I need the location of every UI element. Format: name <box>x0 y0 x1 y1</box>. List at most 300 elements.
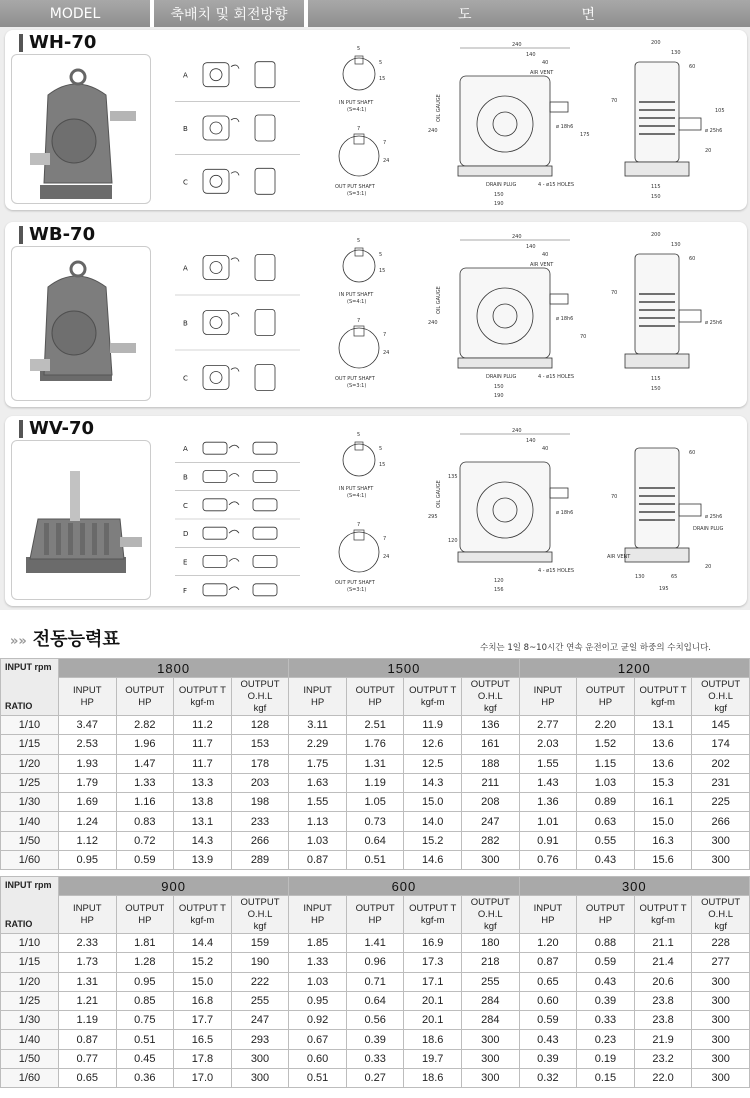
rotation-arrow-icon <box>229 474 239 477</box>
keyway <box>355 442 363 450</box>
title-bar <box>19 420 23 438</box>
value-cell: 0.32 <box>519 1069 577 1088</box>
side-dim-d25: ø 25h6 <box>705 128 723 134</box>
value-cell: 0.87 <box>58 1030 116 1049</box>
dim-70: 70 <box>580 334 587 340</box>
column-header <box>289 678 347 716</box>
value-cell: 13.1 <box>634 716 692 735</box>
value-cell: 1.33 <box>289 953 347 972</box>
value-cell: 159 <box>231 934 289 953</box>
column-header-line1: OUTPUT T <box>639 902 687 914</box>
cooling-fin <box>44 523 49 555</box>
side-dim-w200: 200 <box>651 232 661 238</box>
column-header-line2: kgf-m <box>420 696 445 708</box>
input-shaft-ratio: (S=4:1) <box>347 299 367 305</box>
value-cell: 0.55 <box>577 831 635 850</box>
housing-outline <box>460 268 550 358</box>
output-shaft-drawing <box>679 504 701 516</box>
capacity-table <box>0 876 750 1088</box>
side-housing <box>635 448 679 548</box>
dim-key-width: 7 <box>357 126 361 132</box>
dim-height: 295 <box>428 514 438 520</box>
value-cell: 13.8 <box>174 793 232 812</box>
value-cell: 14.6 <box>404 851 462 870</box>
cooling-fin <box>92 523 97 555</box>
column-header-line2: HP <box>138 696 152 708</box>
rpm-header: 1800 <box>58 659 288 678</box>
header-drawing <box>308 0 750 27</box>
value-cell: 20.1 <box>404 991 462 1010</box>
rotation-arrow-icon <box>229 445 239 448</box>
front-view-icon <box>203 471 227 483</box>
position-label: E <box>183 558 188 567</box>
value-cell: 300 <box>462 1030 520 1049</box>
column-header <box>519 896 577 934</box>
base-plate <box>458 166 552 176</box>
value-cell: 1.19 <box>346 773 404 792</box>
value-cell: 0.77 <box>58 1049 116 1068</box>
column-header-line2: kgf-m <box>420 914 445 926</box>
front-view-icon <box>203 499 227 511</box>
value-cell: 1.85 <box>289 934 347 953</box>
rotation-arrow-icon <box>229 502 239 505</box>
side-dim-drain: DRAIN PLUG <box>693 526 724 532</box>
value-cell: 300 <box>692 851 750 870</box>
value-cell: 300 <box>462 1069 520 1088</box>
input-rpm-label: INPUT rpm <box>5 880 52 890</box>
value-cell: 218 <box>462 953 520 972</box>
value-cell: 1.55 <box>289 793 347 812</box>
value-cell: 255 <box>462 972 520 991</box>
column-header <box>692 896 750 934</box>
value-cell: 14.0 <box>404 812 462 831</box>
value-cell: 0.89 <box>577 793 635 812</box>
value-cell: 0.95 <box>58 851 116 870</box>
output-shaft-image <box>70 471 80 521</box>
header-drawing-b: 면 <box>581 6 596 23</box>
value-cell: 16.3 <box>634 831 692 850</box>
input-shaft-section <box>343 250 375 282</box>
rotation-arrow-icon <box>231 368 239 372</box>
column-header-line1: OUTPUT <box>355 902 395 914</box>
ratio-cell: 1/50 <box>1 831 59 850</box>
dim-base-1: 150 <box>494 192 504 198</box>
value-cell: 1.03 <box>289 831 347 850</box>
table-row <box>1 934 750 953</box>
value-cell: 203 <box>231 773 289 792</box>
value-cell: 16.9 <box>404 934 462 953</box>
value-cell: 1.21 <box>58 991 116 1010</box>
ratio-cell: 1/10 <box>1 934 59 953</box>
value-cell: 0.19 <box>577 1049 635 1068</box>
position-label: A <box>183 264 188 273</box>
chevron-icon: »» <box>10 634 27 649</box>
value-cell: 0.85 <box>116 991 174 1010</box>
side-view-icon <box>253 527 277 539</box>
output-shaft-drawing <box>679 310 701 322</box>
value-cell: 1.20 <box>519 934 577 953</box>
model-title <box>19 418 94 439</box>
value-cell: 3.47 <box>58 716 116 735</box>
dim-key-width: 5 <box>357 238 361 244</box>
column-header-line1: OUTPUT <box>125 684 165 696</box>
column-header-line2: HP <box>598 914 613 926</box>
value-cell: 1.16 <box>116 793 174 812</box>
value-cell: 225 <box>692 793 750 812</box>
ratio-label: RATIO <box>5 919 33 929</box>
value-cell: 1.03 <box>577 773 635 792</box>
column-header-line1: OUTPUT <box>355 684 395 696</box>
value-cell: 14.3 <box>404 773 462 792</box>
column-header-line1: OUTPUT O.H.L <box>470 678 510 702</box>
value-cell: 0.60 <box>519 991 577 1010</box>
model-card <box>5 222 747 407</box>
side-dim-w60: 60 <box>689 450 696 456</box>
value-cell: 300 <box>692 1069 750 1088</box>
column-header <box>692 678 750 716</box>
value-cell: 17.3 <box>404 953 462 972</box>
side-view-icon <box>255 310 275 336</box>
shaft-circle-icon <box>210 372 222 384</box>
value-cell: 13.9 <box>174 851 232 870</box>
dim-175: 175 <box>580 132 590 138</box>
column-header-line2: HP <box>368 914 382 926</box>
value-cell: 300 <box>462 1049 520 1068</box>
value-cell: 0.23 <box>577 1030 635 1049</box>
column-header-line2: kgf <box>483 920 497 932</box>
position-label: F <box>183 586 188 595</box>
dim-140: 140 <box>526 244 536 250</box>
front-view-icon <box>203 116 229 140</box>
value-cell: 20.6 <box>634 972 692 991</box>
oil-gauge-label: OIL GAUGE <box>436 94 442 122</box>
column-header-line1: OUTPUT <box>585 902 625 914</box>
side-dim-w20: 20 <box>705 148 712 154</box>
value-cell: 0.72 <box>116 831 174 850</box>
value-cell: 289 <box>231 851 289 870</box>
value-cell: 20.1 <box>404 1011 462 1030</box>
catalog-header <box>0 0 750 27</box>
dim-shaft-height: 24 <box>383 350 390 356</box>
title-bar <box>19 34 23 52</box>
value-cell: 19.7 <box>404 1049 462 1068</box>
ratio-cell: 1/10 <box>1 716 59 735</box>
value-cell: 153 <box>231 735 289 754</box>
product-photo <box>11 440 151 600</box>
shaft-arrangement <box>175 236 305 401</box>
dim-120: 120 <box>448 538 458 544</box>
value-cell: 266 <box>231 831 289 850</box>
dim-40: 40 <box>542 446 549 452</box>
value-cell: 233 <box>231 812 289 831</box>
value-cell: 11.7 <box>174 735 232 754</box>
value-cell: 293 <box>231 1030 289 1049</box>
keyway <box>354 326 364 336</box>
side-view-icon <box>255 115 275 141</box>
table-row <box>1 1011 750 1030</box>
input-shaft-image <box>110 111 136 121</box>
output-shaft-section <box>339 136 379 176</box>
column-header <box>289 896 347 934</box>
value-cell: 300 <box>462 851 520 870</box>
shaft-sections <box>321 34 411 204</box>
dim-width: 240 <box>512 234 522 240</box>
value-cell: 15.3 <box>634 773 692 792</box>
value-cell: 208 <box>462 793 520 812</box>
value-cell: 0.36 <box>116 1069 174 1088</box>
side-view-icon <box>253 471 277 483</box>
rpm-header: 1500 <box>289 659 519 678</box>
value-cell: 282 <box>462 831 520 850</box>
value-cell: 1.63 <box>289 773 347 792</box>
value-cell: 0.91 <box>519 831 577 850</box>
air-vent-label: AIR VENT <box>530 262 554 268</box>
value-cell: 0.71 <box>346 972 404 991</box>
shaft-sections <box>321 420 411 600</box>
value-cell: 0.43 <box>577 851 635 870</box>
column-header-line1: OUTPUT T <box>409 902 457 914</box>
value-cell: 0.75 <box>116 1011 174 1030</box>
dim-base-2: 156 <box>494 587 504 593</box>
dim-40: 40 <box>542 252 549 258</box>
dim-key-width: 5 <box>357 432 361 438</box>
rotation-arrow-icon <box>231 172 239 176</box>
front-view-icon <box>203 256 229 280</box>
value-cell: 1.41 <box>346 934 404 953</box>
keyway <box>354 530 364 540</box>
dim-d18: ø 18h6 <box>556 316 574 322</box>
side-view-icon <box>255 62 275 88</box>
value-cell: 247 <box>231 1011 289 1030</box>
front-view-drawing <box>420 224 600 403</box>
position-label: D <box>183 530 189 539</box>
position-label: C <box>183 178 188 187</box>
value-cell: 0.64 <box>346 991 404 1010</box>
value-cell: 15.2 <box>174 953 232 972</box>
column-header-line2: HP <box>598 696 613 708</box>
value-cell: 0.45 <box>116 1049 174 1068</box>
rpm-header: 600 <box>289 877 519 896</box>
value-cell: 17.7 <box>174 1011 232 1030</box>
value-cell: 0.87 <box>289 851 347 870</box>
ratio-cell: 1/40 <box>1 1030 59 1049</box>
output-shaft-label: OUT PUT SHAFT <box>335 580 375 586</box>
side-view-icon <box>255 168 275 194</box>
ratio-label: RATIO <box>5 701 33 711</box>
ratio-cell: 1/60 <box>1 1069 59 1088</box>
value-cell: 1.55 <box>519 754 577 773</box>
input-shaft-drawing <box>550 102 568 112</box>
side-dim-w60: 60 <box>689 64 696 70</box>
value-cell: 0.83 <box>116 812 174 831</box>
side-dim-b65: 65 <box>671 574 678 580</box>
lifting-eye <box>71 70 85 84</box>
value-cell: 11.7 <box>174 754 232 773</box>
table-title <box>10 625 120 651</box>
table-corner <box>1 659 59 716</box>
table-row <box>1 991 750 1010</box>
product-photo <box>11 54 151 204</box>
output-shaft-image <box>30 359 50 371</box>
rotation-arrow-icon <box>231 118 239 122</box>
holes-label: 4 - ø15 HOLES <box>538 374 574 380</box>
value-cell: 1.73 <box>58 953 116 972</box>
value-cell: 1.36 <box>519 793 577 812</box>
value-cell: 1.19 <box>58 1011 116 1030</box>
dim-base-1: 150 <box>494 384 504 390</box>
value-cell: 284 <box>462 991 520 1010</box>
dim-key-depth: 7 <box>383 140 387 146</box>
gearbox-cover <box>52 119 96 163</box>
column-header <box>58 678 116 716</box>
output-shaft-ratio: (S=3:1) <box>347 191 367 197</box>
value-cell: 277 <box>692 953 750 972</box>
value-cell: 190 <box>231 953 289 972</box>
value-cell: 0.43 <box>577 972 635 991</box>
front-view-icon <box>203 556 227 568</box>
value-cell: 17.0 <box>174 1069 232 1088</box>
value-cell: 2.03 <box>519 735 577 754</box>
side-view-icon <box>253 556 277 568</box>
rotation-arrow-icon <box>231 313 239 317</box>
side-dim-b115: 115 <box>651 376 661 382</box>
column-header-line1: OUTPUT <box>125 902 165 914</box>
ratio-cell: 1/30 <box>1 793 59 812</box>
rotation-arrow-icon <box>231 258 239 262</box>
model-title <box>19 224 95 245</box>
front-view-icon <box>203 366 229 390</box>
value-cell: 1.52 <box>577 735 635 754</box>
base-plate <box>458 552 552 562</box>
value-cell: 0.39 <box>519 1049 577 1068</box>
value-cell: 300 <box>692 991 750 1010</box>
value-cell: 1.75 <box>289 754 347 773</box>
value-cell: 16.8 <box>174 991 232 1010</box>
value-cell: 0.15 <box>577 1069 635 1088</box>
output-shaft-section <box>339 532 379 572</box>
dim-40: 40 <box>542 60 549 66</box>
air-vent-label: AIR VENT <box>530 70 554 76</box>
input-shaft-drawing <box>550 488 568 498</box>
front-view-icon <box>203 527 227 539</box>
column-header-line2: kgf <box>714 920 727 932</box>
value-cell: 161 <box>462 735 520 754</box>
value-cell: 1.79 <box>58 773 116 792</box>
value-cell: 12.6 <box>404 735 462 754</box>
value-cell: 128 <box>231 716 289 735</box>
value-cell: 14.4 <box>174 934 232 953</box>
gearbox-image <box>12 247 150 400</box>
dim-key-width: 7 <box>357 318 361 324</box>
column-header-line1: INPUT <box>303 902 332 914</box>
side-dim-w60: 60 <box>689 256 696 262</box>
column-header <box>634 678 692 716</box>
column-header-line2: HP <box>310 696 325 708</box>
holes-label: 4 - ø15 HOLES <box>538 568 574 574</box>
dim-shaft-height: 15 <box>379 268 386 274</box>
value-cell: 1.93 <box>58 754 116 773</box>
shaft-sections <box>321 226 411 401</box>
header-drawing-a: 도 <box>458 6 472 23</box>
rpm-header: 1200 <box>519 659 749 678</box>
product-photo <box>11 246 151 401</box>
value-cell: 0.51 <box>346 851 404 870</box>
value-cell: 2.77 <box>519 716 577 735</box>
dim-key-width: 5 <box>357 46 361 52</box>
column-header <box>116 678 174 716</box>
keyway <box>355 56 363 64</box>
value-cell: 16.5 <box>174 1030 232 1049</box>
output-shaft-ratio: (S=3:1) <box>347 587 367 593</box>
value-cell: 13.6 <box>634 754 692 773</box>
keyway <box>354 134 364 144</box>
side-dim-b150: 150 <box>651 194 661 200</box>
column-header-line1: INPUT <box>533 684 563 696</box>
side-dim-w70: 70 <box>611 494 618 500</box>
value-cell: 231 <box>692 773 750 792</box>
housing-outline <box>460 76 550 166</box>
side-view-icon <box>253 499 277 511</box>
dim-shaft-height: 15 <box>379 76 386 82</box>
side-housing <box>635 62 679 162</box>
cooling-fin <box>104 523 109 555</box>
column-header-line2: HP <box>80 914 94 926</box>
ratio-cell: 1/20 <box>1 972 59 991</box>
ratio-cell: 1/20 <box>1 754 59 773</box>
dim-width: 240 <box>512 428 522 434</box>
column-header <box>231 896 289 934</box>
side-dim-w200: 200 <box>651 40 661 46</box>
column-header-line2: HP <box>541 696 555 708</box>
value-cell: 23.8 <box>634 1011 692 1030</box>
ratio-cell: 1/25 <box>1 773 59 792</box>
model-name: WV-70 <box>29 418 94 439</box>
side-dim-b195: 195 <box>659 586 669 592</box>
ratio-cell: 1/15 <box>1 953 59 972</box>
gearbox-image <box>12 441 150 599</box>
value-cell: 17.1 <box>404 972 462 991</box>
column-header <box>462 896 520 934</box>
value-cell: 2.20 <box>577 716 635 735</box>
position-label: A <box>183 445 188 454</box>
value-cell: 0.64 <box>346 831 404 850</box>
shaft-arrangement <box>175 44 305 204</box>
value-cell: 0.87 <box>519 953 577 972</box>
dim-key-depth: 7 <box>383 536 387 542</box>
model-name: WH-70 <box>29 32 97 53</box>
value-cell: 0.33 <box>577 1011 635 1030</box>
side-dim-air: AIR VENT <box>607 554 631 560</box>
value-cell: 23.2 <box>634 1049 692 1068</box>
column-header-line2: HP <box>310 914 325 926</box>
value-cell: 174 <box>692 735 750 754</box>
output-shaft-label: OUT PUT SHAFT <box>335 376 375 382</box>
value-cell: 13.6 <box>634 735 692 754</box>
side-dim-b150: 150 <box>651 386 661 392</box>
input-shaft-label: IN PUT SHAFT <box>339 486 374 492</box>
value-cell: 2.33 <box>58 934 116 953</box>
value-cell: 21.4 <box>634 953 692 972</box>
side-dim-b115: 115 <box>651 184 661 190</box>
column-header-line2: HP <box>80 696 94 708</box>
dim-d18: ø 18h6 <box>556 124 574 130</box>
output-shaft-ratio: (S=3:1) <box>347 383 367 389</box>
value-cell: 22.0 <box>634 1069 692 1088</box>
rpm-header: 900 <box>58 877 288 896</box>
side-base <box>625 548 689 562</box>
column-header-line2: kgf-m <box>190 914 215 926</box>
value-cell: 0.39 <box>577 991 635 1010</box>
